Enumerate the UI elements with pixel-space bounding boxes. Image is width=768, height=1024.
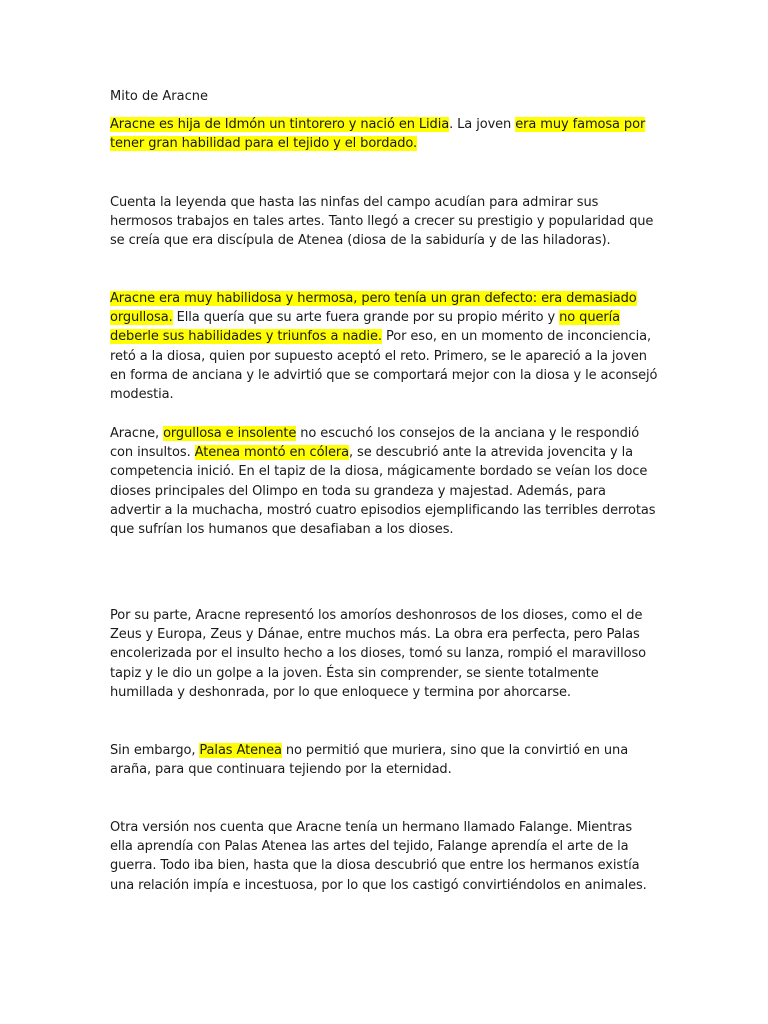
body-text: . La joven xyxy=(449,117,516,132)
body-text: no permitió que muriera, sino que la convirtió en una araña, para que continuara tejiendo por la eternidad. xyxy=(110,743,629,778)
paragraph-contest xyxy=(110,424,658,539)
body-text: Por su parte, Aracne representó los amoríos deshonrosos de los dioses, como el de Zeus y Europa, Zeus y Dánae, entre muchos más. La obra era perfecta, pero Palas encolerizada por el insulto hecho a los dioses, tomó su lanza, rompió el maravilloso tapiz y le dio un golpe a la joven. Ésta sin comprender, se siente totalmente humillada y deshonrada, por lo que enloquece y termina por ahorcarse. xyxy=(110,608,646,700)
body-text: , se descubrió ante la atrevida jovencita y la competencia inició. En el tapiz de la diosa, mágicamente bordado se veían los doce dioses principales del Olimpo en toda su grandeza y majestad. Además, para advertir a la muchacha, mostró cuatro episodios ejemplificando las terribles derrotas que sufrían los humanos que desafiaban a los dioses. xyxy=(110,445,656,538)
highlighted-text: Atenea montó en cólera xyxy=(194,445,349,461)
highlighted-text: no quería deberle sus habilidades y triunfos a nadie. xyxy=(110,310,620,345)
highlighted-text: Aracne era muy habilidosa y hermosa, pero tenía un gran defecto: era demasiado orgullosa. xyxy=(110,291,637,326)
body-text: Por eso, en un momento de inconciencia, retó a la diosa, quien por supuesto aceptó el reto. Primero, se le apareció a la joven en forma de anciana y le advirtió que se comportará mejor con la diosa y le aconsejó modestia. xyxy=(110,329,658,403)
document-title: Mito de Aracne xyxy=(110,89,208,104)
highlighted-text: Palas Atenea xyxy=(199,743,282,758)
highlighted-text: era muy famosa por tener gran habilidad para el tejido y el bordado. xyxy=(110,117,646,152)
paragraph-other-version xyxy=(110,818,658,895)
body-text: Aracne, xyxy=(110,426,164,441)
highlighted-text: orgullosa e insolente xyxy=(163,426,297,441)
body-text: Otra versión nos cuenta que Aracne tenía un hermano llamado Falange. Mientras ella aprendía con Palas Atenea las artes del tejido, Falange aprendía el arte de la guerra. Todo iba bien, hasta que la diosa descubrió que entre los hermanos existía una relación impía e incestuosa, por lo que los castigó convirtiéndolos en animales. xyxy=(110,820,647,893)
paragraph-tapestry xyxy=(110,606,658,702)
highlighted-text: Aracne es hija de Idmón un tintorero y nació en Lidia xyxy=(110,117,450,132)
paragraph-legend xyxy=(110,193,658,251)
body-text: Sin embargo, xyxy=(110,743,200,758)
paragraph-pride xyxy=(110,289,658,404)
paragraph-transformation xyxy=(110,741,658,779)
body-text: no escuchó los consejos de la anciana y le respondió con insultos. xyxy=(110,426,640,461)
paragraph-origin xyxy=(110,115,658,153)
body-text: Cuenta la leyenda que hasta las ninfas del campo acudían para admirar sus hermosos trabajos en tales artes. Tanto llegó a crecer su prestigio y popularidad que se creía que era discípula de Atenea (diosa de la sabiduría y de las hiladoras). xyxy=(110,195,654,249)
body-text: Ella quería que su arte fuera grande por su propio mérito y xyxy=(172,310,560,326)
